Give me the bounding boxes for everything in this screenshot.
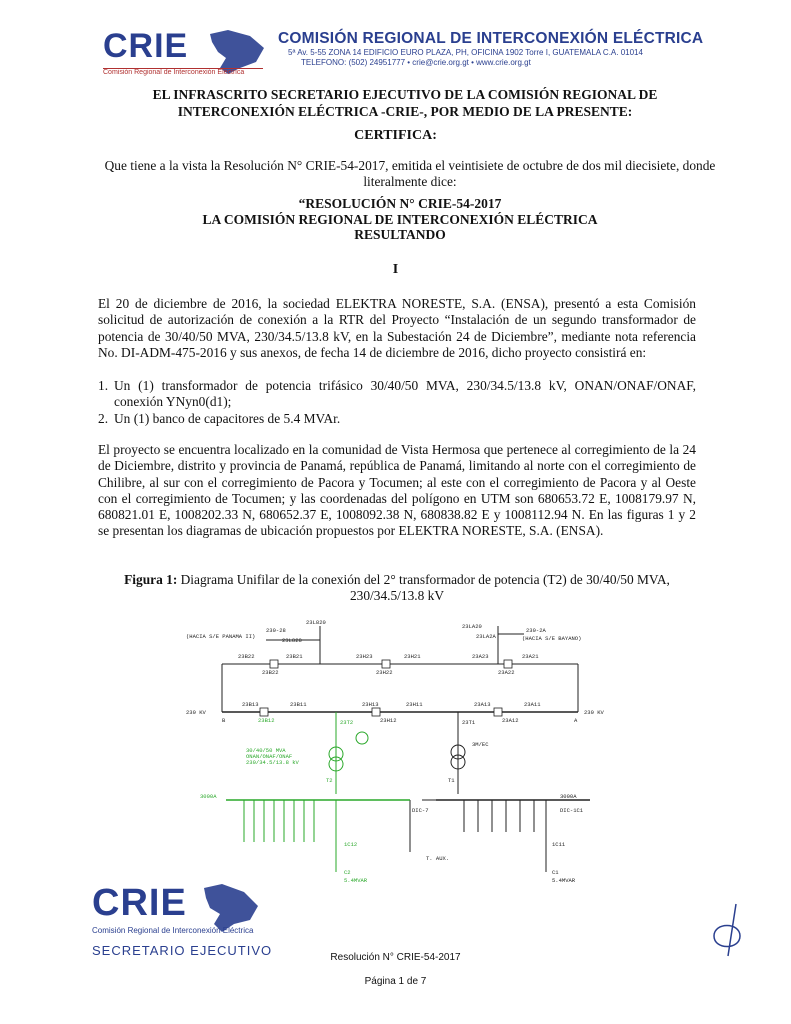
diagram-label: T. AUX. — [426, 855, 450, 862]
resolution-number: “RESOLUCIÓN N° CRIE-54-2017 — [298, 196, 502, 211]
diagram-label: 23A11 — [524, 701, 541, 708]
diagram-label: 23L828 — [282, 637, 302, 644]
diagram-label: T1 — [448, 777, 455, 784]
diagram-label: 23B13 — [242, 701, 259, 708]
diagram-label: C2 — [344, 869, 351, 876]
diagram-label: 23B12 — [258, 717, 275, 724]
diagram-label: 23A22 — [498, 669, 515, 676]
diagram-label: 5.4MVAR — [344, 877, 368, 884]
diagram-label: 23B22 — [262, 669, 279, 676]
signature-mark — [700, 900, 750, 960]
diagram-label: 23A12 — [502, 717, 519, 724]
diagram-label: C1 — [552, 869, 559, 876]
diagram-label: (HACIA S/E PANAMA II) — [186, 633, 256, 640]
diagram-label: T2 — [326, 777, 333, 784]
diagram-label: 1C11 — [552, 841, 566, 848]
figure-label: Figura 1: — [124, 572, 178, 587]
intro-paragraph: Que tiene a la vista la Resolución N° CRIE-54-2017, emitida el veintisiete de octubre de dos mil diecisiete, donde literalmente dice: — [104, 158, 716, 189]
stamp-logo-text: CRIE — [92, 882, 187, 924]
list-item-text: Un (1) transformador de potencia trifásico 30/40/50 MVA, 230/34.5/13.8 kV, ONAN/ONAF/ONAF, conexión YNyn0(d1); — [114, 378, 696, 410]
diagram-label: 3000A — [560, 793, 577, 800]
diagram-label: 23H21 — [404, 653, 421, 660]
diagram-label: DIC-1C1 — [560, 807, 584, 814]
paragraph-1: El 20 de diciembre de 2016, la sociedad ELEKTRA NORESTE, S.A. (ENSA), presentó a esta Comisión solicitud de autorización de conexión a la RTR del Proyecto “Instalación de un segundo transformador de potencia de 30/40/50 MVA, 230/34.5/13.8 kV, en la Subestación 24 de Diciembre”, mediante nota referencia No. DI-ADM-475-2016 y sus anexos, de fecha 14 de diciembre de 2016, dicho proyecto consistirá en: — [98, 296, 696, 360]
organization-name: COMISIÓN REGIONAL DE INTERCONEXIÓN ELÉCTRICA — [278, 30, 704, 47]
resolution-title — [90, 196, 710, 243]
diagram-label: 23B11 — [290, 701, 307, 708]
resolution-org: LA COMISIÓN REGIONAL DE INTERCONEXIÓN ELÉCTRICA — [202, 211, 598, 227]
diagram-label: 23A23 — [472, 653, 489, 660]
diagram-label: 230/34.5/13.8 kV — [246, 759, 299, 766]
diagram-label: 5.4MVAR — [552, 877, 576, 884]
logo-subtitle: Comisión Regional de Interconexión Eléctrica — [103, 68, 263, 76]
diagram-label: 23H13 — [362, 701, 379, 708]
list-item — [98, 378, 696, 411]
figure-caption-text: Diagrama Unifilar de la conexión del 2° transformador de potencia (T2) de 30/40/50 MVA, 230/34.5/13.8 kV — [180, 572, 670, 603]
certifica-title: CERTIFICA: — [354, 128, 437, 143]
diagram-label: 23B21 — [286, 653, 303, 660]
diagram-label: 23H11 — [406, 701, 423, 708]
diagram-label: 3M/EC — [472, 741, 489, 748]
diagram-label: 23LA20 — [462, 623, 482, 630]
document-heading: EL INFRASCRITO SECRETARIO EJECUTIVO DE LA COMISIÓN REGIONAL DE INTERCONEXIÓN ELÉCTRICA -CRIE-, POR MEDIO DE LA PRESENTE: — [152, 87, 658, 119]
diagram-label: A — [574, 717, 578, 724]
diagram-label: 1C12 — [344, 841, 358, 848]
diagram-label: 230-2A — [526, 627, 546, 634]
figure-caption — [98, 572, 696, 603]
footer-resolution: Resolución N° CRIE-54-2017 — [330, 952, 461, 963]
diagram-label: 23A21 — [522, 653, 539, 660]
diagram-label: 23H23 — [356, 653, 373, 660]
diagram-label: 23H12 — [380, 717, 397, 724]
diagram-label: 23T1 — [462, 719, 476, 726]
diagram-label: 23LA2A — [476, 633, 496, 640]
resolution-section: RESULTANDO — [354, 227, 446, 242]
list-item-number: 1. — [98, 378, 109, 393]
diagram-label: (HACIA S/E BAYANO) — [522, 635, 582, 642]
diagram-label: 23A13 — [474, 701, 491, 708]
diagram-label: 30/40/50 MVA — [246, 747, 286, 754]
diagram-label: 23L820 — [306, 619, 326, 626]
diagram-label: ONAN/ONAF/ONAF — [246, 753, 293, 760]
section-numeral: I — [392, 262, 399, 277]
diagram-label: DIC-7 — [412, 807, 429, 814]
diagram-label: 23T2 — [340, 719, 354, 726]
project-list — [98, 378, 696, 427]
organization-contact: TELEFONO: (502) 24951777 • crie@crie.org.gt • www.crie.org.gt — [301, 58, 531, 67]
footer-page-number: Página 1 de 7 — [364, 976, 427, 987]
diagram-label: 23B22 — [238, 653, 255, 660]
diagram-label: 230 KV — [584, 709, 604, 716]
diagram-label: B — [222, 717, 226, 724]
logo-text: CRIE — [103, 27, 189, 65]
paragraph-2: El proyecto se encuentra localizado en la comunidad de Vista Hermosa que pertenece al corregimiento de la 24 de Diciembre, distrito y provincia de Panamá, república de Panamá, limitando al norte con el corregimiento de Chilibre, al sur con el corregimiento de Pacora y Tocumen; al este con el corregimiento de Pacora y al Oeste con el corregimiento de Tocumen; y las coordenadas del polígono en UTM son 680653.72 E, 1008179.97 N, 680821.01 E, 1008202.33 N, 680652.37 E, 1008092.38 N, 680838.82 E y 1008112.94 N. En las figuras 1 y 2 se presentan los diagramas de ubicación propuestos por ELEKTRA NORESTE, S.A. (ENSA). — [98, 442, 696, 539]
diagram-label: 230-28 — [266, 627, 286, 634]
diagram-label: 23H22 — [376, 669, 393, 676]
single-line-diagram — [186, 612, 626, 890]
stamp-subtitle: Comisión Regional de Interconexión Eléctrica — [92, 926, 254, 935]
organization-address: 5ª Av. 5-55 ZONA 14 EDIFICIO EURO PLAZA, PH, OFICINA 1902 Torre I, GUATEMALA C.A. 01014 — [288, 48, 643, 57]
list-item — [98, 411, 696, 427]
diagram-label: 3000A — [200, 793, 217, 800]
diagram-label: 230 KV — [186, 709, 206, 716]
list-item-number: 2. — [98, 410, 109, 426]
stamp-title: SECRETARIO EJECUTIVO — [92, 943, 273, 958]
list-item-text: Un (1) banco de capacitores de 5.4 MVAr. — [114, 410, 341, 426]
